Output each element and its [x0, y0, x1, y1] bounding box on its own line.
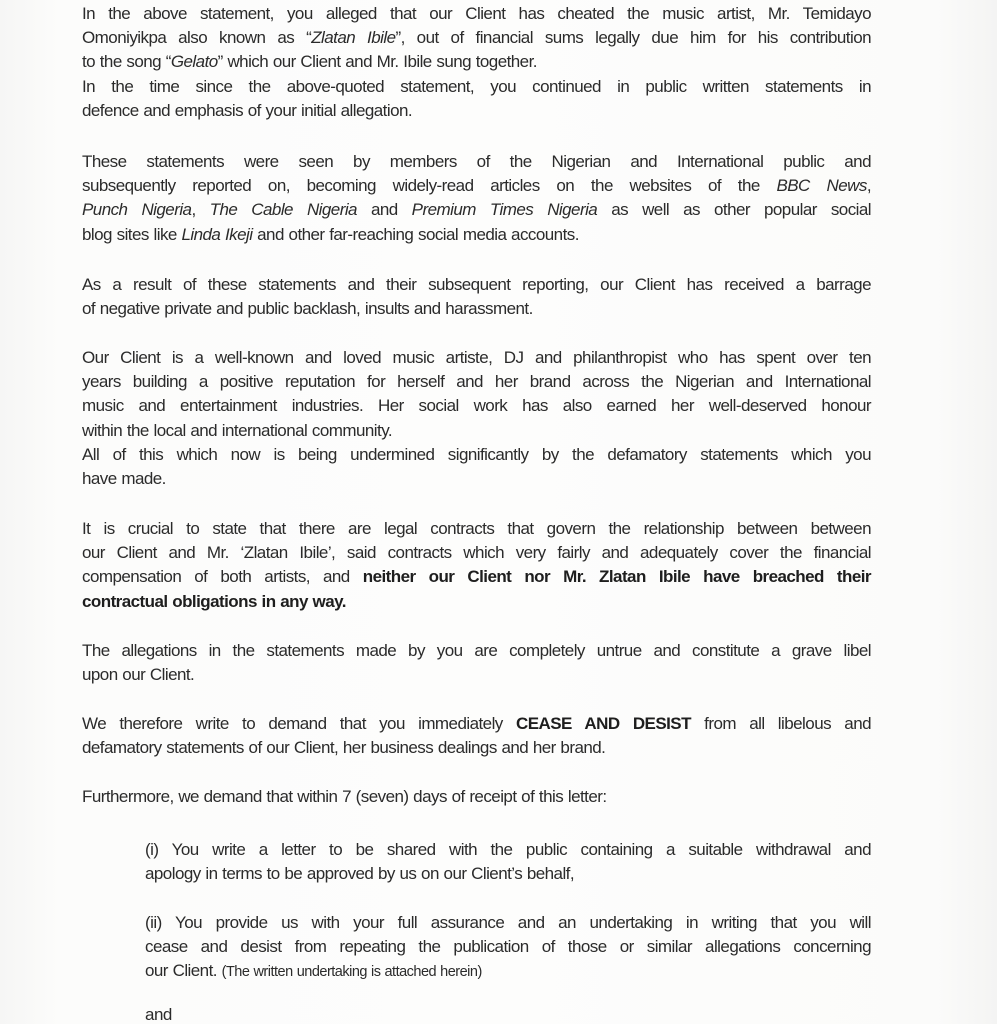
outlet-name: BBC News [776, 176, 867, 196]
outlet-name: Linda Ikeji [181, 224, 253, 244]
text-line: Omoniyikpa also known as “Zlatan Ibile”, out of financial sums legally due him for his contribution [82, 28, 871, 48]
text-line: upon our Client. [82, 665, 195, 685]
text-line: defamatory statements of our Client, her business dealings and her brand. [82, 738, 606, 758]
text-line: Furthermore, we demand that within 7 (seven) days of receipt of this letter: [82, 787, 607, 806]
text-line: As a result of these statements and their subsequent reporting, our Client has received a barrage [82, 275, 871, 294]
text-line: It is crucial to state that there are legal contracts that govern the relationship between between [82, 519, 871, 538]
trailing-conjunction: and [145, 1005, 172, 1024]
text-line: apology in terms to be approved by us on our Client’s behalf, [145, 864, 575, 884]
text-line: defence and emphasis of your initial allegation. [82, 100, 413, 120]
text-line: to the song “Gelato” which our Client and Mr. Ibile sung together. [82, 52, 537, 72]
text-line: cease and desist from repeating the publication of those or similar allegations concerning [145, 937, 871, 957]
paragraph-client-reputation [82, 346, 871, 491]
text-line: have made. [82, 469, 166, 489]
text-line [82, 590, 871, 614]
song-title: Gelato [170, 52, 218, 72]
paragraph-demand [82, 712, 871, 760]
text-line: We therefore write to demand that you immediately CEASE AND DESIST from all libelous and [82, 714, 871, 733]
text-line: The allegations in the statements made by you are completely untrue and constitute a grave libel [82, 641, 871, 660]
paragraph-deadline [82, 785, 871, 809]
text-line: of negative private and public backlash, insults and harassment. [82, 299, 533, 319]
demand-item-i [145, 838, 871, 886]
text-line: (ii) You provide us with your full assurance and an undertaking in writing that you will [145, 913, 871, 932]
outlet-name: Punch Nigeria [82, 200, 192, 220]
paragraph-media-reports [82, 150, 871, 247]
artist-alias: Zlatan Ibile [311, 28, 396, 48]
text-line: music and entertainment industries. Her social work has also earned her well-deserved honour [82, 396, 871, 416]
paragraph-libel [82, 639, 871, 687]
text-line: Punch Nigeria, The Cable Nigeria and Premium Times Nigeria as well as other popular social [82, 200, 872, 220]
demand-item-ii [145, 911, 871, 985]
bold-statement: contractual obligations in any way. [82, 591, 346, 611]
text-line: within the local and international community. [82, 420, 393, 440]
text-line: our Client and Mr. ‘Zlatan Ibile’, said contracts which very fairly and adequately cover the financial [82, 543, 871, 563]
bold-statement: neither our Client nor Mr. Zlatan Ibile have breached their [362, 567, 871, 587]
text-line: our Client. (The written undertaking is attached herein) [145, 961, 482, 981]
paragraph-allegation [82, 2, 871, 123]
text-line: blog sites like Linda Ikeji and other far-reaching social media accounts. [82, 224, 579, 244]
outlet-name: The Cable Nigeria [209, 200, 357, 220]
paragraph-contracts [82, 517, 871, 614]
paragraph-backlash [82, 273, 871, 321]
text-line: years building a positive reputation for herself and her brand across the Nigerian and International [82, 372, 871, 392]
text-line: These statements were seen by members of the Nigerian and International public and [82, 152, 871, 171]
text-line: compensation of both artists, and neither our Client nor Mr. Zlatan Ibile have breached their [82, 567, 871, 587]
text-line: (i) You write a letter to be shared with the public containing a suitable withdrawal and [145, 840, 871, 859]
text-line: Our Client is a well-known and loved music artiste, DJ and philanthropist who has spent over ten [82, 348, 871, 367]
cease-and-desist-emphasis: CEASE AND DESIST [515, 714, 691, 733]
text-line: subsequently reported on, becoming widely-read articles on the websites of the BBC News, [82, 176, 871, 196]
outlet-name: Premium Times Nigeria [411, 200, 598, 220]
text-line: In the time since the above-quoted statement, you continued in public written statements in [82, 76, 871, 96]
text-line: In the above statement, you alleged that our Client has cheated the music artist, Mr. Temidayo [82, 4, 871, 23]
text-line: All of this which now is being undermined significantly by the defamatory statements which you [82, 444, 871, 464]
attachment-note: (The written undertaking is attached herein) [221, 964, 482, 981]
